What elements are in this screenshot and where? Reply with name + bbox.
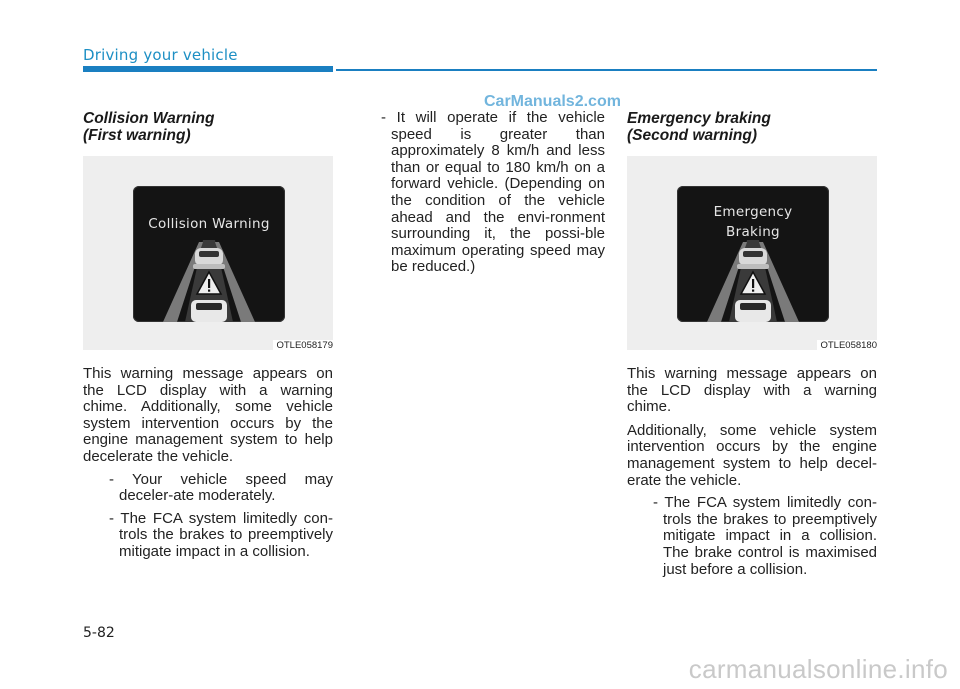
middle-column	[355, 110, 605, 276]
body-paragraph: This warning message appears on the LCD display with a warning chime. Additionally, some vehicle system intervention occurs by the engine management system to help decelerate the vehicle.	[83, 365, 333, 465]
road-warning-icon	[133, 230, 285, 322]
front-car-icon	[193, 248, 225, 269]
section-title: Driving your vehicle	[83, 46, 238, 64]
bullet-item: - The FCA system limitedly con-trols the brakes to preemptively mitigate impact in a collision.	[109, 509, 333, 560]
cluster-display	[677, 186, 829, 322]
collision-warning-heading: Collision Warning (First warning)	[83, 110, 215, 144]
bullet-item: - It will operate if the vehicle speed is greater than approximately 8 km/h and less than or equal to 180 km/h on a forward vehicle. (Depending on the condition of the vehicle ahead and the envi-ronment surrounding it, the possi-ble maximum operating speed may be reduced.)	[381, 109, 605, 276]
cluster-display	[133, 186, 285, 322]
page-number: 5-82	[83, 625, 115, 641]
header-rule-thick	[83, 66, 333, 72]
bullet-item: - The FCA system limitedly con-trols the brakes to preemptively mitigate impact in a collision. The brake control is maximised just before a collision.	[653, 494, 877, 578]
footer-site-mark: carmanualsonline.info	[688, 654, 948, 684]
emergency-braking-heading: Emergency braking (Second warning)	[627, 110, 771, 144]
road-warning-icon	[677, 230, 829, 322]
display-message: Emergency Braking	[713, 204, 793, 240]
own-car-icon	[191, 300, 227, 322]
collision-warning-figure	[83, 156, 333, 350]
own-car-icon	[735, 300, 771, 322]
watermark: CarManuals2.com	[484, 93, 621, 110]
body-paragraph: This warning message appears on the LCD display with a warning chime.	[627, 365, 877, 416]
figure-code: OTLE058180	[817, 340, 877, 351]
bullet-item: - Your vehicle speed may deceler-ate moderately.	[109, 470, 333, 505]
right-column	[627, 110, 877, 578]
header-rule-thin	[336, 69, 877, 71]
body-paragraph: Additionally, some vehicle system intervention occurs by the engine management system to help decel-erate the vehicle.	[627, 421, 877, 489]
front-car-icon	[737, 248, 769, 269]
left-column	[83, 110, 333, 561]
figure-code: OTLE058179	[273, 340, 333, 351]
emergency-braking-figure	[627, 156, 877, 350]
display-message: Collision Warning	[148, 216, 270, 232]
